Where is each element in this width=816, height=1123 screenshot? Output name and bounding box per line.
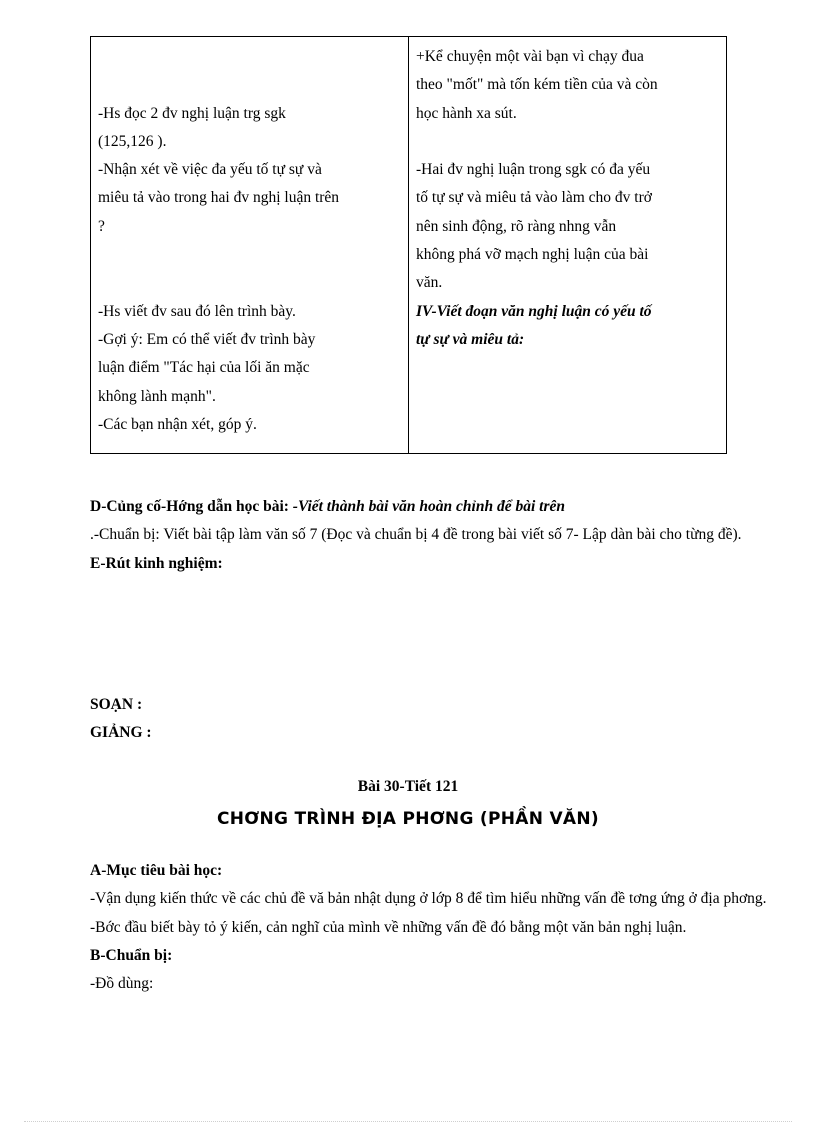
blank-line xyxy=(98,269,400,297)
left-line: -Nhận xét về việc đa yếu tố tự sự và xyxy=(98,161,322,179)
right-line: -Hai đv nghị luận trong sgk có đa yếu xyxy=(416,161,651,179)
section-d xyxy=(90,493,772,578)
left-line: (125,126 ). xyxy=(98,132,167,150)
left-line: luận điểm "Tác hại của lối ăn mặc xyxy=(98,359,310,377)
right-line: +Kể chuyện một vài bạn vì chạy đua xyxy=(416,48,644,65)
left-line: không lành mạnh". xyxy=(98,387,216,405)
section-a-item: -Vận dụng kiến thức về các chủ đề vă bản nhật dụng ở lớp 8 để tìm hiểu những vấn đề tơng ứng ở địa phơng. xyxy=(90,890,767,908)
lesson-number: Bài 30-Tiết 121 xyxy=(357,778,459,795)
blank-line xyxy=(416,128,718,156)
right-line: nên sinh động, rõ ràng nhng vẫn xyxy=(416,217,617,235)
right-line: tố tự sự và miêu tả vào làm cho đv trở xyxy=(416,189,652,207)
left-line: ? xyxy=(98,217,105,235)
section-e-heading: E-Rút kinh nghiệm: xyxy=(90,554,223,572)
blank-line xyxy=(98,43,400,71)
right-line: học hành xa sút. xyxy=(416,104,517,122)
blank-line xyxy=(98,71,400,99)
right-line: không phá vỡ mạch nghị luận của bài xyxy=(416,246,649,264)
left-line: -Gợi ý: Em có thể viết đv trình bày xyxy=(98,330,316,348)
left-line: -Hs viết đv sau đó lên trình bày. xyxy=(98,302,296,320)
left-line: miêu tả vào trong hai đv nghị luận trên xyxy=(98,189,340,207)
soan-label: SOẠN : xyxy=(90,696,143,713)
lesson-title: CHƠNG TRÌNH ĐỊA PHƠNG (PHẦN VĂN) xyxy=(217,809,599,829)
section-iv-heading: tự sự và miêu tả: xyxy=(416,330,525,348)
table-row xyxy=(91,37,727,454)
schedule xyxy=(90,691,772,748)
section-d-heading xyxy=(90,493,772,521)
section-b-heading: B-Chuẩn bị: xyxy=(90,946,173,964)
teacher-activity-cell xyxy=(91,37,409,454)
section-a-item: -Bớc đầu biết bày tỏ ý kiến, cản nghĩ của mình về những vấn đề đó bằng một văn bản nghị luận. xyxy=(90,918,687,936)
section-d-emphasis: -Viết thành bài văn hoàn chỉnh để bài trên xyxy=(292,498,565,515)
section-d-label: D-Củng cố-Hớng dẫn học bài: xyxy=(90,498,293,515)
section-b-item: -Đồ dùng: xyxy=(90,975,154,993)
page-bottom-rule xyxy=(24,1121,792,1122)
section-iv-heading: IV-Viết đoạn văn nghị luận có yếu tố xyxy=(416,302,652,320)
right-line: theo "mốt" mà tốn kém tiền của và còn xyxy=(416,76,658,94)
content-cell xyxy=(409,37,727,454)
lesson-table xyxy=(90,36,727,454)
section-a-heading: A-Mục tiêu bài học: xyxy=(90,862,223,879)
left-line: -Hs đọc 2 đv nghị luận trg sgk xyxy=(98,104,286,122)
giang-label: GIẢNG : xyxy=(90,724,152,742)
left-line: -Các bạn nhận xét, góp ý. xyxy=(98,415,257,433)
blank-line xyxy=(98,241,400,269)
right-line: văn. xyxy=(416,274,443,292)
section-d-text: .-Chuẩn bị: Viết bài tập làm văn số 7 (Đọc và chuẩn bị 4 đề trong bài viết số 7- Lập dàn bài cho từng đề). xyxy=(90,526,742,544)
section-a xyxy=(90,857,772,998)
